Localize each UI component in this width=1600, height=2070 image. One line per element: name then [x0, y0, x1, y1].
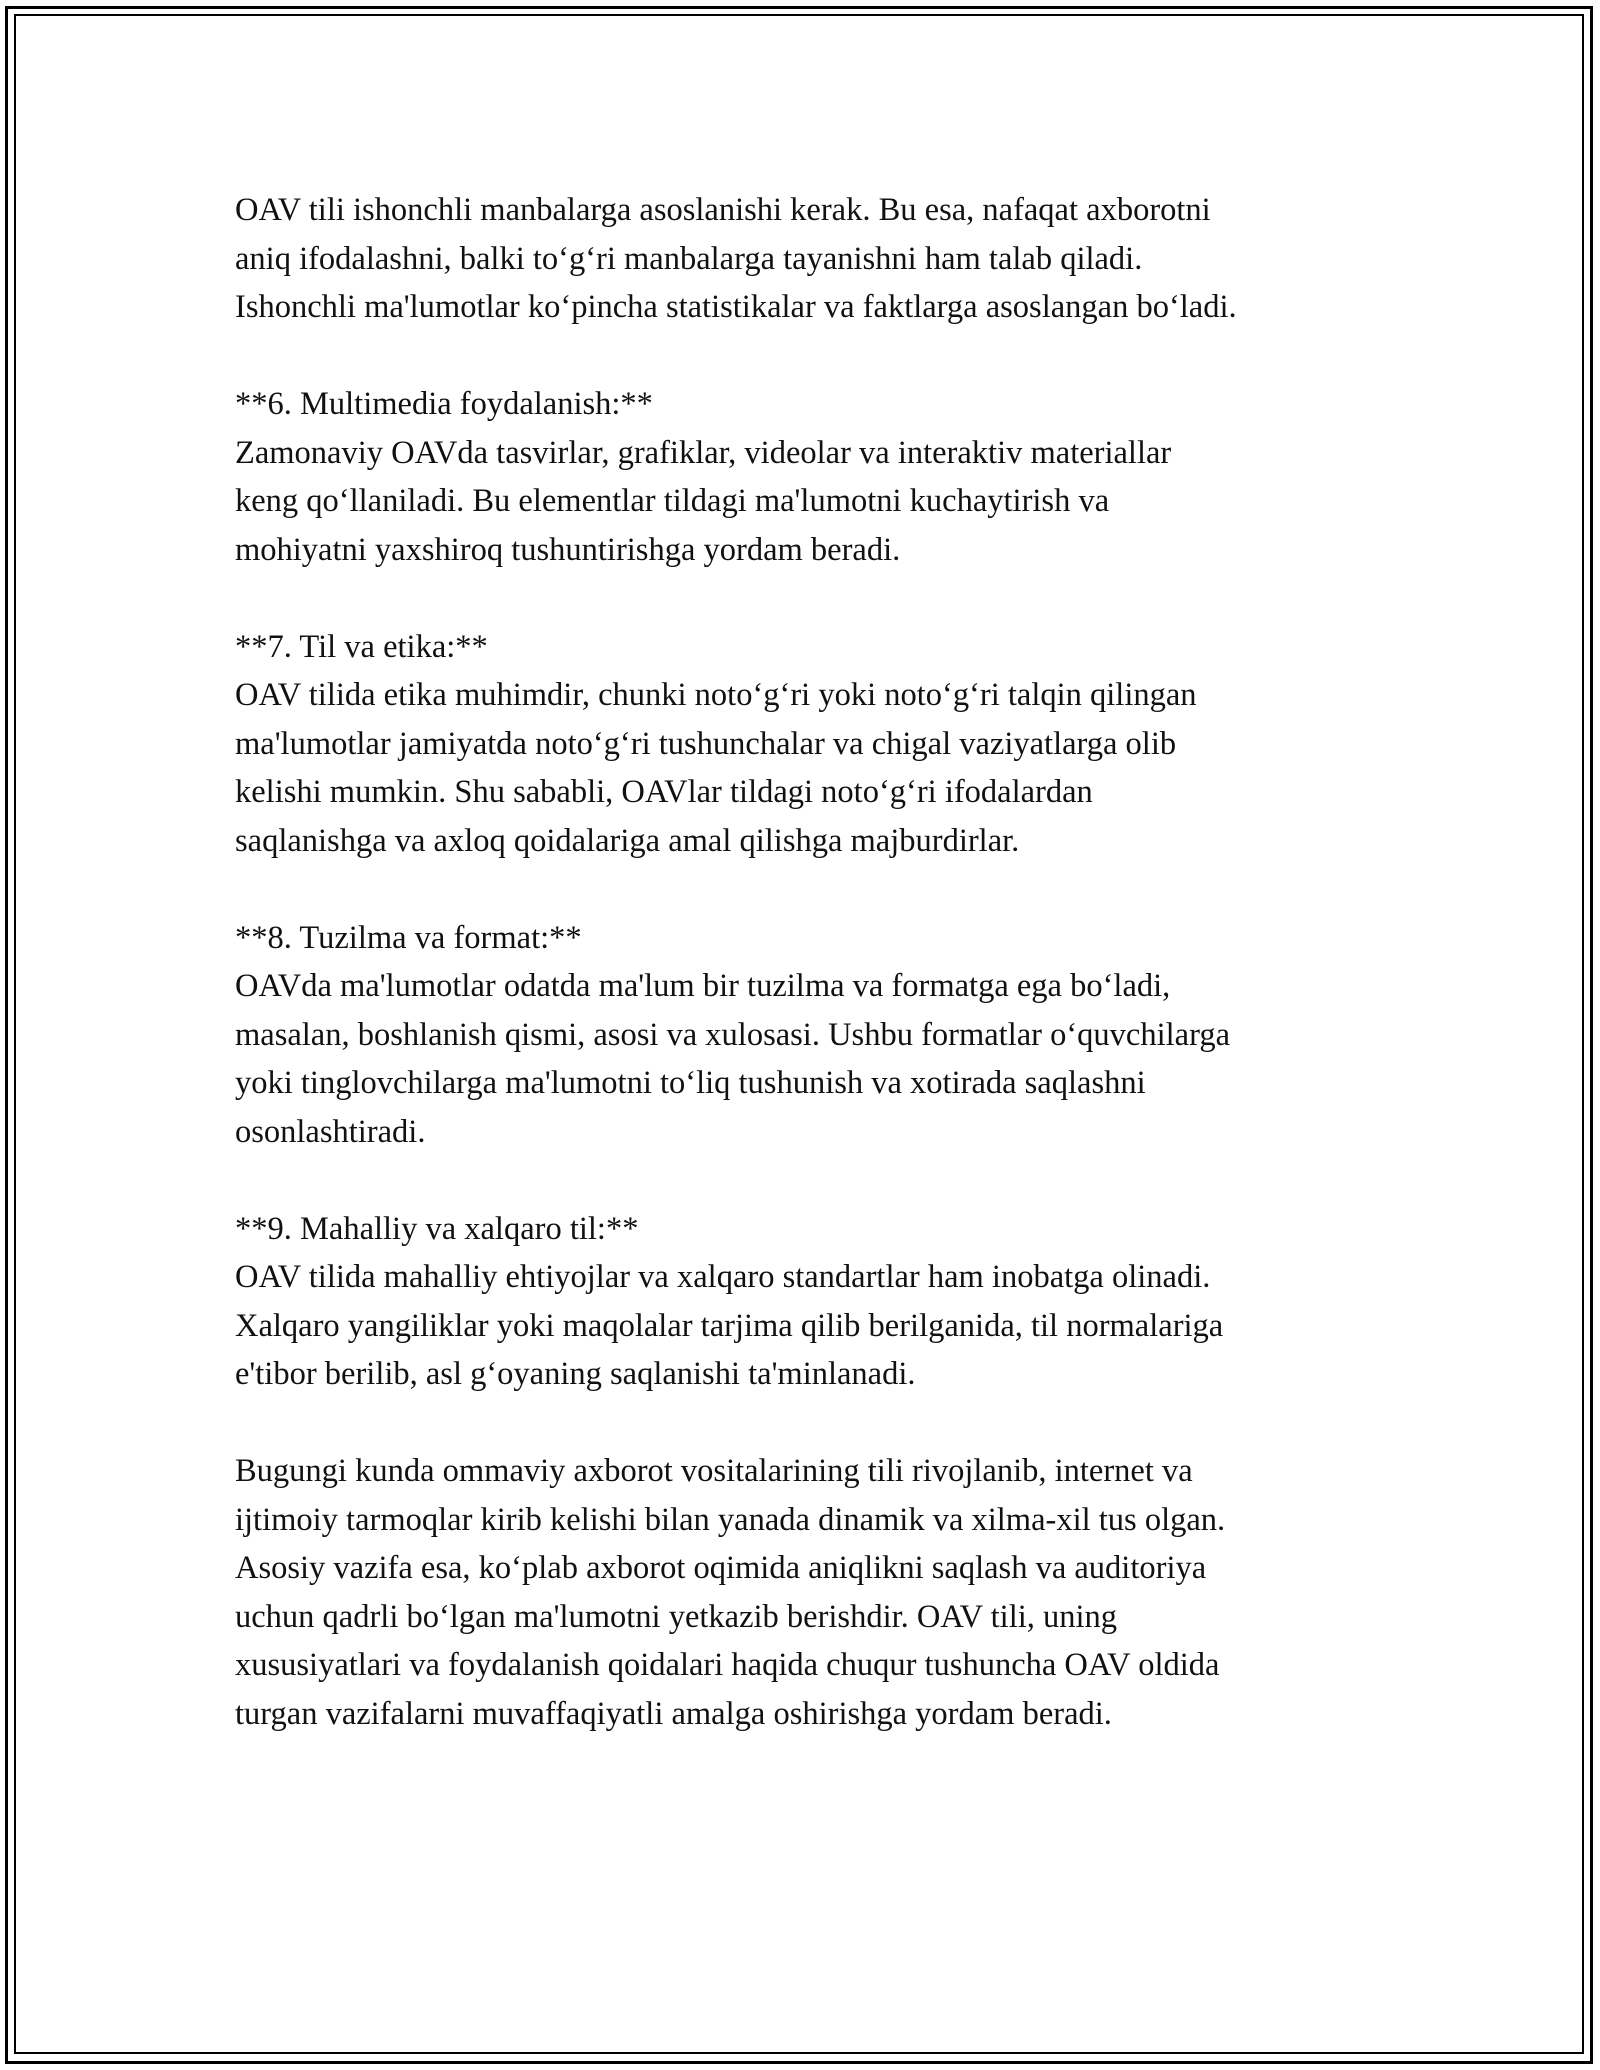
text-line: aniq ifodalashni, balki to‘g‘ri manbalarga tayanishni ham talab qiladi. — [235, 240, 1143, 277]
text-line: Asosiy vazifa esa, ko‘plab axborot oqimida aniqlikni saqlash va auditoriya — [235, 1550, 1207, 1586]
text-line: saqlanishga va axloq qoidalariga amal qilishga majburdirlar. — [235, 822, 1020, 859]
section-heading: **7. Til va etika:** — [235, 628, 488, 665]
text-line: OAV tilida mahalliy ehtiyojlar va xalqaro standartlar ham inobatga olinadi. — [235, 1259, 1211, 1295]
text-line: e'tibor berilib, asl g‘oyaning saqlanishi ta'minlanadi. — [235, 1356, 916, 1392]
text-line: ma'lumotlar jamiyatda noto‘g‘ri tushunchalar va chigal vaziyatlarga olib — [235, 725, 1177, 762]
text-line: Xalqaro yangiliklar yoki maqolalar tarjima qilib berilganida, til normalariga — [235, 1307, 1224, 1344]
text-line: turgan vazifalarni muvaffaqiyatli amalga oshirishga yordam beradi. — [235, 1695, 1112, 1732]
paragraph-intro — [235, 186, 1385, 332]
text-line: uchun qadrli bo‘lgan ma'lumotni yetkazib berishdir. OAV tili, uning — [235, 1598, 1118, 1635]
text-line: masalan, boshlanish qismi, asosi va xulosasi. Ushbu formatlar o‘quvchilarga — [235, 1016, 1230, 1053]
section-structure — [235, 914, 1385, 1157]
text-line: mohiyatni yaxshiroq tushuntirishga yordam beradi. — [235, 531, 901, 568]
text-line: yoki tinglovchilarga ma'lumotni to‘liq tushunish va xotirada saqlashni — [235, 1065, 1146, 1101]
section-ethics — [235, 623, 1385, 866]
section-heading: **9. Mahalliy va xalqaro til:** — [235, 1210, 639, 1247]
text-line: OAV tilida etika muhimdir, chunki noto‘g‘ri yoki noto‘g‘ri talqin qilingan — [235, 677, 1197, 713]
text-line: keng qo‘llaniladi. Bu elementlar tildagi ma'lumotni kuchaytirish va — [235, 483, 1110, 519]
text-line: osonlashtiradi. — [235, 1113, 426, 1150]
text-line: Ishonchli ma'lumotlar ko‘pincha statistikalar va faktlarga asoslangan bo‘ladi. — [235, 289, 1237, 325]
text-line: ijtimoiy tarmoqlar kirib kelishi bilan yanada dinamik va xilma-xil tus olgan. — [235, 1501, 1226, 1538]
paragraph-conclusion — [235, 1447, 1385, 1738]
section-heading: **6. Multimedia foydalanish:** — [235, 386, 653, 422]
text-line: Zamonaviy OAVda tasvirlar, grafiklar, videolar va interaktiv materiallar — [235, 434, 1172, 471]
section-heading: **8. Tuzilma va format:** — [235, 919, 582, 956]
text-line: kelishi mumkin. Shu sababli, OAVlar tildagi noto‘g‘ri ifodalardan — [235, 774, 1093, 810]
document-body — [235, 186, 1385, 1787]
text-line: OAVda ma'lumotlar odatda ma'lum bir tuzilma va formatga ega bo‘ladi, — [235, 968, 1171, 1004]
section-local-international — [235, 1205, 1385, 1399]
text-line: Bugungi kunda ommaviy axborot vositalarining tili rivojlanib, internet va — [235, 1453, 1193, 1489]
text-line: OAV tili ishonchli manbalarga asoslanishi kerak. Bu esa, nafaqat axborotni — [235, 192, 1211, 228]
text-line: xususiyatlari va foydalanish qoidalari haqida chuqur tushuncha OAV oldida — [235, 1647, 1220, 1683]
section-multimedia — [235, 380, 1385, 574]
